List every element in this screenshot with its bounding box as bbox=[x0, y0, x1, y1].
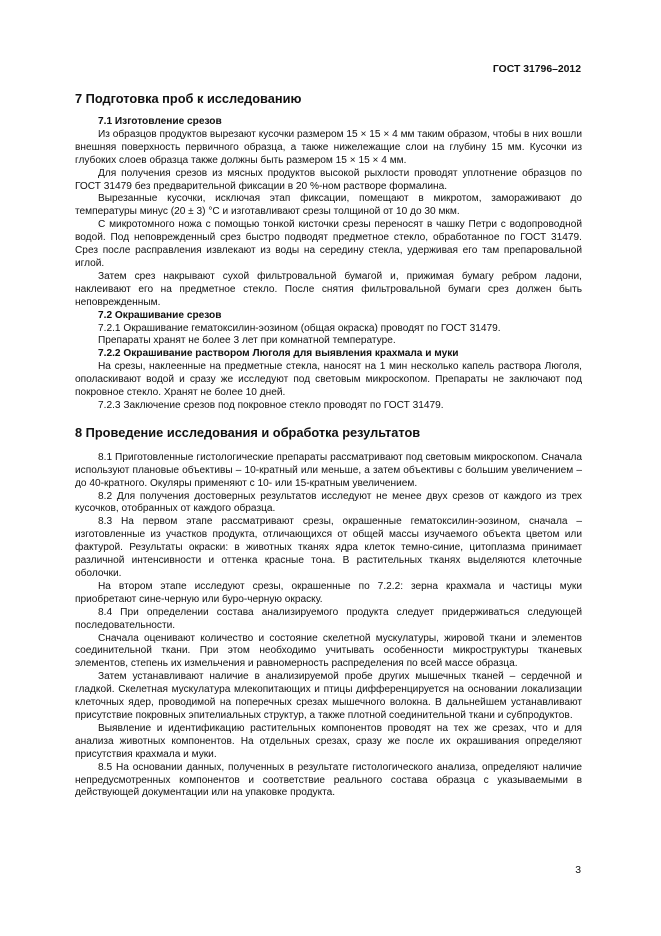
paragraph: Вырезанные кусочки, исключая этап фиксации, помещают в микротом, замораживают до температуры минус (20 ± 3) °С и изготавливают срезы толщиной от 10 до 30 мкм. bbox=[75, 193, 582, 218]
subsection-7-2-title: 7.2 Окрашивание срезов bbox=[98, 309, 222, 321]
paragraph: 7.2.3 Заключение срезов под покровное стекло проводят по ГОСТ 31479. bbox=[98, 399, 444, 411]
paragraph: 8.5 На основании данных, полученных в результате гистологического анализа, определяют наличие непредусмотренных компонентов и соответствие реального состава образца с указываемыми в действующей документации или на упаковке продукта. bbox=[75, 761, 582, 799]
paragraph: 7.2.1 Окрашивание гематоксилин-эозином (общая окраска) проводят по ГОСТ 31479. bbox=[98, 322, 501, 334]
paragraph: Затем срез накрывают сухой фильтровальной бумагой и, прижимая бумагу ребром ладони, наклеивают его на предметное стекло. После снятия фильтровальной бумаги срез должен быть неповрежденным. bbox=[75, 270, 582, 308]
paragraph: 8.2 Для получения достоверных результатов исследуют не менее двух срезов от каждого из трех кусочков, отобранных от каждого образца. bbox=[75, 490, 582, 515]
paragraph: 8.4 При определении состава анализируемого продукта следует придерживаться следующей последовательности. bbox=[75, 606, 582, 631]
paragraph: Затем устанавливают наличие в анализируемой пробе других мышечных тканей – сердечной и гладкой. Скелетная мускулатура млекопитающих и птицы дифференцируется на основании локализации клеточных ядер, проводимой на поперечных срезах мышечного волокна. В дальнейшем устанавливают присутствие покровных эпителиальных структур, а также плотной соединительной ткани и субпродуктов. bbox=[75, 671, 582, 721]
subsection-7-2-2-title: 7.2.2 Окрашивание раствором Люголя для выявления крахмала и муки bbox=[98, 348, 459, 360]
paragraph: Из образцов продуктов вырезают кусочки размером 15 × 15 × 4 мм таким образом, чтобы в них вошли внешняя поверхность первичного образца, а также нижележащие слои на глубину 15 мм. Кусочки из глубоких слоев образца также должны быть размером 15 × 15 × 4 мм. bbox=[75, 128, 582, 166]
section-7-title: 7 Подготовка проб к исследованию bbox=[75, 91, 302, 106]
page-number: 3 bbox=[575, 865, 581, 876]
document-id-header: ГОСТ 31796–2012 bbox=[492, 64, 581, 75]
paragraph: На втором этапе исследуют срезы, окрашенные по 7.2.2: зерна крахмала и частицы муки приобретают сине-черную или буро-черную окраску. bbox=[75, 580, 582, 605]
paragraph: Выявление и идентификацию растительных компонентов проводят на тех же срезах, что и для анализа животных компонентов. На отдельных срезах, сразу же после их окрашивания определяют присутствия крахмала и муки. bbox=[75, 722, 582, 760]
paragraph: На срезы, наклеенные на предметные стекла, наносят на 1 мин несколько капель раствора Люголя, ополаскивают водой и сразу же исследуют под световым микроскопом. Препараты не заключают под покровное стекло. Хранят не более 10 дней. bbox=[75, 361, 582, 399]
document-body bbox=[75, 91, 582, 800]
section-8-title: 8 Проведение исследования и обработка результатов bbox=[75, 424, 421, 440]
paragraph: Сначала оценивают количество и состояние скелетной мускулатуры, жировой ткани и элементов соединительной ткани. При этом необходимо учитывать особенности микроструктуры тканевых элементов, степень их измельчения и равномерность распределения по всей массе образца. bbox=[75, 632, 582, 670]
paragraph: 8.3 На первом этапе рассматривают срезы, окрашенные гематоксилин-эозином, сначала – изготовленные из участков продукта, отличающихся от общей массы изучаемого объекта цветом или фактурой. Результаты окраски: в животных тканях ядра клеток темно-синие, цитоплазма принимает различной интенсивности и оттенка красные тона. В растительных тканях выделяются клеточные оболочки. bbox=[75, 516, 582, 579]
paragraph: Для получения срезов из мясных продуктов высокой рыхлости проводят уплотнение образцов по ГОСТ 31479 без предварительной фиксации в 20 %-ном растворе формалина. bbox=[75, 167, 582, 192]
paragraph: 8.1 Приготовленные гистологические препараты рассматривают под световым микроскопом. Сначала используют плановые объективы – 10-кратный или меньше, а затем объективы с большим увеличением – до 40-кратного. Окуляры применяют с 10- или 15-кратным увеличением. bbox=[75, 451, 582, 489]
paragraph: С микротомного ножа с помощью тонкой кисточки срезы переносят в чашку Петри с водопроводной водой. Под неповрежденный срез быстро подводят предметное стекло, обработанное по ГОСТ 31479. Срез после расправления извлекают из воды на середину стекла, удерживая его там препаровальной иглой. bbox=[75, 219, 582, 269]
subsection-7-1-title: 7.1 Изготовление срезов bbox=[98, 116, 222, 127]
paragraph: Препараты хранят не более 3 лет при комнатной температуре. bbox=[98, 335, 396, 347]
